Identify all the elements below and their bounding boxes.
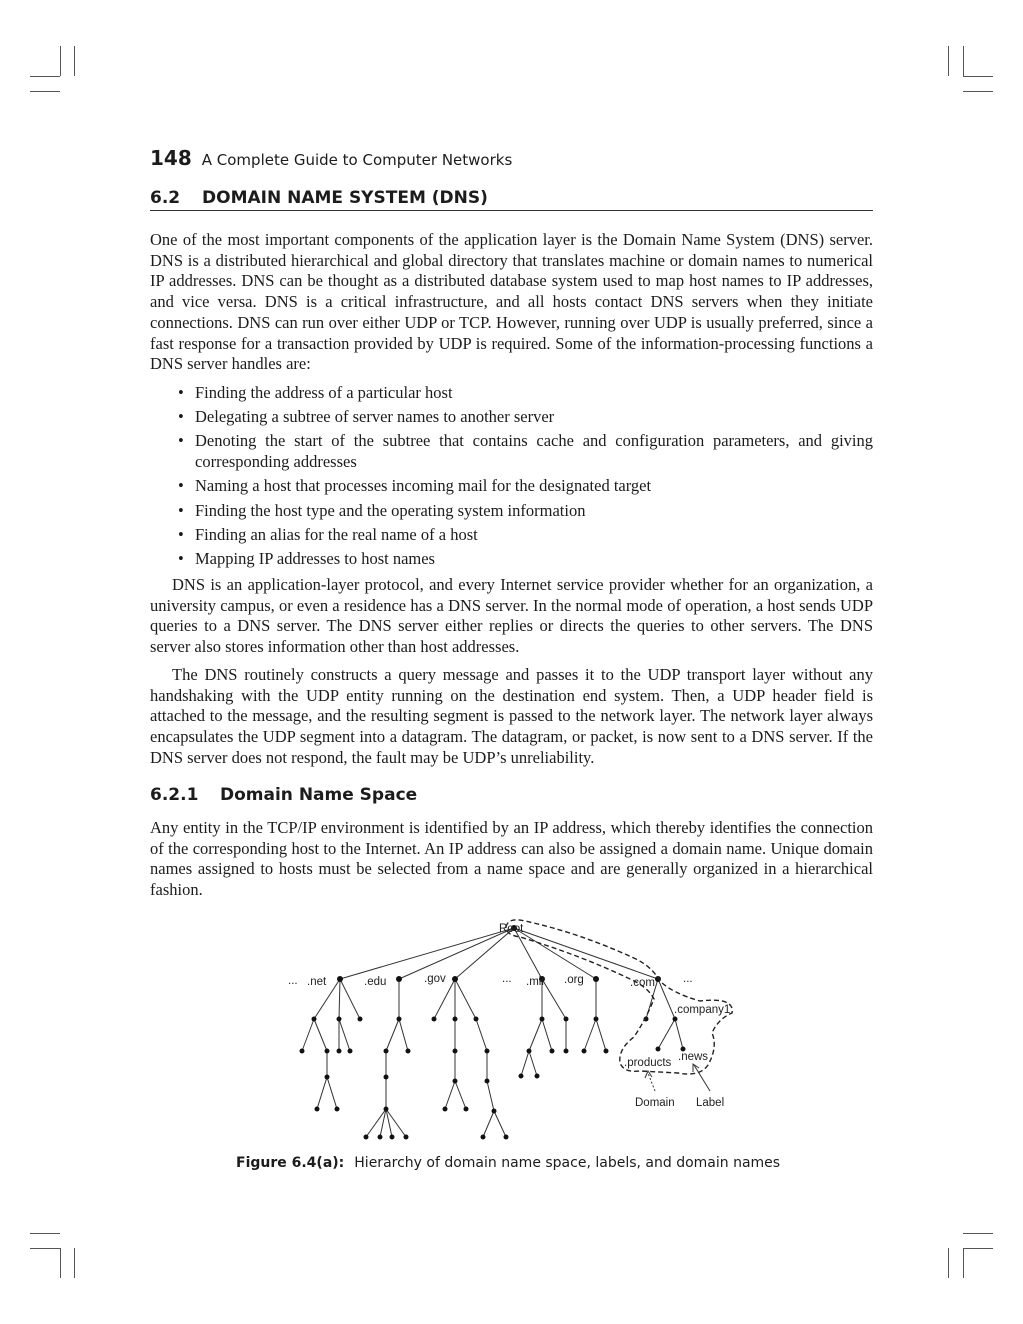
crop-mark [963, 91, 993, 92]
crop-mark [948, 46, 949, 76]
label-gov: .gov [424, 973, 446, 985]
ellipsis-right: ... [683, 973, 693, 985]
figure-caption [236, 1155, 780, 1171]
figure-caption-label: Figure 6.4(a): [236, 1155, 345, 1171]
running-header [150, 146, 512, 170]
subsection-title: Domain Name Space [220, 785, 418, 805]
section-number: 6.2 [150, 188, 181, 208]
list-item: • Delegating a subtree of server names to another server [150, 407, 873, 428]
crop-mark [963, 46, 964, 76]
label-news: .news [678, 1051, 709, 1063]
subsection-heading [150, 785, 417, 805]
domain-name-space-figure [280, 915, 760, 1150]
crop-mark [60, 1248, 61, 1278]
crop-mark [30, 1233, 60, 1234]
list-item: • Finding an alias for the real name of a host [150, 525, 873, 546]
section-heading [150, 188, 873, 211]
paragraph-intro: One of the most important components of the application layer is the Domain Name System (DNS) server. DNS is a distributed hierarchical and global directory that translates machine or domain names to numerical IP addresses. DNS can be thought as a distributed database system used to map host names to IP addresses, and vice versa. DNS is a critical infrastructure, and all hosts contact DNS servers when they initiate connections. DNS can run over either UDP or TCP. However, running over UDP is usually preferred, since a fast response for a transaction provided by UDP is required. Some of the information-processing functions a DNS server handles are: [150, 230, 873, 374]
function-list [150, 383, 873, 573]
list-item: • Finding the host type and the operating system information [150, 501, 873, 522]
list-item: • Naming a host that processes incoming mail for the designated target [150, 476, 873, 497]
label-com: .com [630, 977, 655, 989]
crop-mark [963, 1248, 993, 1249]
crop-mark [30, 91, 60, 92]
ellipsis-middle: ... [502, 973, 512, 985]
paragraph-dns-protocol: DNS is an application-layer protocol, and every Internet service provider whether for an organization, a university campus, or even a residence has a DNS server. In the normal mode of operation, a host sends UDP queries to a DNS server. The DNS server either replies or directs the queries to other servers. The DNS server also stores information other than host addresses. [150, 575, 873, 657]
label-products: .products [624, 1057, 672, 1069]
ellipsis-left: ... [288, 975, 298, 987]
paragraph-domain-name-space: Any entity in the TCP/IP environment is identified by an IP address, which thereby identifies the connection of the corresponding host to the Internet. An IP address can also be assigned a domain name. Unique domain names assigned to hosts must be selected from a name space and are generally organized in a hierarchical fashion. [150, 818, 873, 900]
list-item: • Denoting the start of the subtree that contains cache and configuration parameters, and giving corresponding addresses [150, 431, 873, 472]
label-root: Root [499, 923, 524, 935]
section-title: DOMAIN NAME SYSTEM (DNS) [202, 188, 488, 208]
label-domain: Domain [635, 1097, 675, 1109]
label-company1: .company1 [674, 1004, 731, 1016]
subsection-number: 6.2.1 [150, 785, 199, 805]
label-net: .net [307, 976, 327, 988]
crop-mark [963, 1248, 964, 1278]
label-edu: .edu [364, 976, 387, 988]
label-label: Label [696, 1097, 725, 1109]
book-title: A Complete Guide to Computer Networks [201, 151, 513, 169]
crop-mark [30, 1248, 60, 1249]
crop-mark [74, 1248, 75, 1278]
tree-edges [302, 928, 683, 1137]
list-item: • Finding the address of a particular host [150, 383, 873, 404]
crop-mark [30, 76, 60, 77]
crop-mark [963, 1233, 993, 1234]
crop-mark [963, 76, 993, 77]
paragraph-dns-query: The DNS routinely constructs a query message and passes it to the UDP transport layer without any handshaking with the UDP entity running on the destination end system. Then, a UDP header field is attached to the message, and the resulting segment is passed to the network layer. The network layer always encapsulates the UDP segment into a datagram. The datagram, or packet, is now sent to a DNS server. If the DNS server does not respond, the fault may be UDP’s unreliability. [150, 665, 873, 767]
label-org: .org [564, 974, 584, 986]
list-item: • Mapping IP addresses to host names [150, 549, 873, 570]
crop-mark [74, 46, 75, 76]
tree-nodes [300, 925, 686, 1140]
page-number: 148 [150, 146, 192, 170]
figure-caption-text: Hierarchy of domain name space, labels, and domain names [354, 1155, 781, 1171]
crop-mark [948, 1248, 949, 1278]
label-mil: .mil [526, 976, 544, 988]
crop-mark [60, 46, 61, 76]
